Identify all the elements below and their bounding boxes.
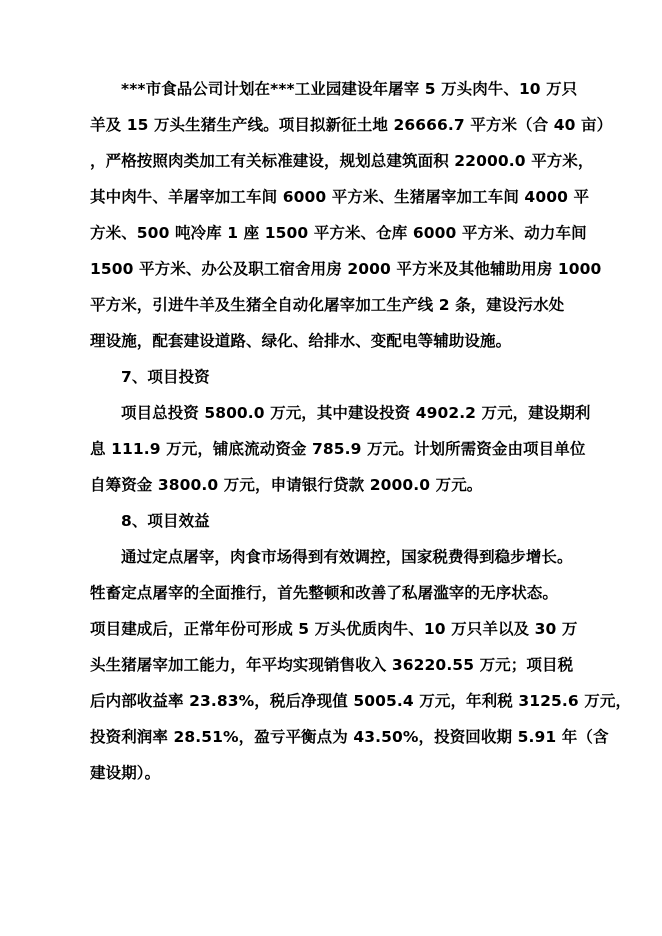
paragraph-line: 自筹资金 3800.0 万元，申请银行贷款 2000.0 万元。 [90, 476, 483, 494]
paragraph-line: 其中肉牛、羊屠宰加工车间 6000 平方米、生猪屠宰加工车间 4000 平 [90, 188, 590, 206]
paragraph-line: 息 111.9 万元，铺底流动资金 785.9 万元。计划所需资金由项目单位 [90, 440, 586, 458]
paragraph-line: 头生猪屠宰加工能力，年平均实现销售收入 36220.55 万元；项目税 [90, 656, 574, 674]
paragraph-line: 羊及 15 万头生猪生产线。项目拟新征土地 26666.7 平方米（合 40 亩） [90, 116, 613, 134]
paragraph-line: ，严格按照肉类加工有关标准建设，规划总建筑面积 22000.0 平方米， [90, 152, 594, 170]
paragraph-line: 项目总投资 5800.0 万元，其中建设投资 4902.2 万元，建设期利 [121, 404, 591, 422]
paragraph-line: 方米、500 吨冷库 1 座 1500 平方米、仓库 6000 平方米、动力车间 [90, 224, 587, 242]
paragraph-line: 通过定点屠宰，肉食市场得到有效调控，国家税费得到稳步增长。 [121, 548, 573, 566]
paragraph-line: 建设期）。 [90, 764, 161, 782]
paragraph-line: 投资利润率 28.51%，盈亏平衡点为 43.50%，投资回收期 5.91 年（含 [90, 728, 609, 746]
paragraph-line: 项目建成后，正常年份可形成 5 万头优质肉牛、10 万只羊以及 30 万 [90, 620, 578, 638]
section-heading: 7、项目投资 [121, 368, 210, 386]
paragraph-line: 后内部收益率 23.83%，税后净现值 5005.4 万元，年利税 3125.6 万元， [90, 692, 632, 710]
paragraph-line: 牲畜定点屠宰的全面推行，首先整顿和改善了私屠滥宰的无序状态。 [90, 584, 559, 602]
section-heading: 8、项目效益 [121, 512, 210, 530]
paragraph-line: 平方米，引进牛羊及生猪全自动化屠宰加工生产线 2 条，建设污水处 [90, 296, 565, 314]
paragraph-line: 理设施，配套建设道路、绿化、给排水、变配电等辅助设施。 [90, 332, 512, 350]
paragraph-line: ***市食品公司计划在***工业园建设年屠宰 5 万头肉牛、10 万只 [121, 80, 578, 98]
paragraph-line: 1500 平方米、办公及职工宿舍用房 2000 平方米及其他辅助用房 1000 [90, 260, 602, 278]
